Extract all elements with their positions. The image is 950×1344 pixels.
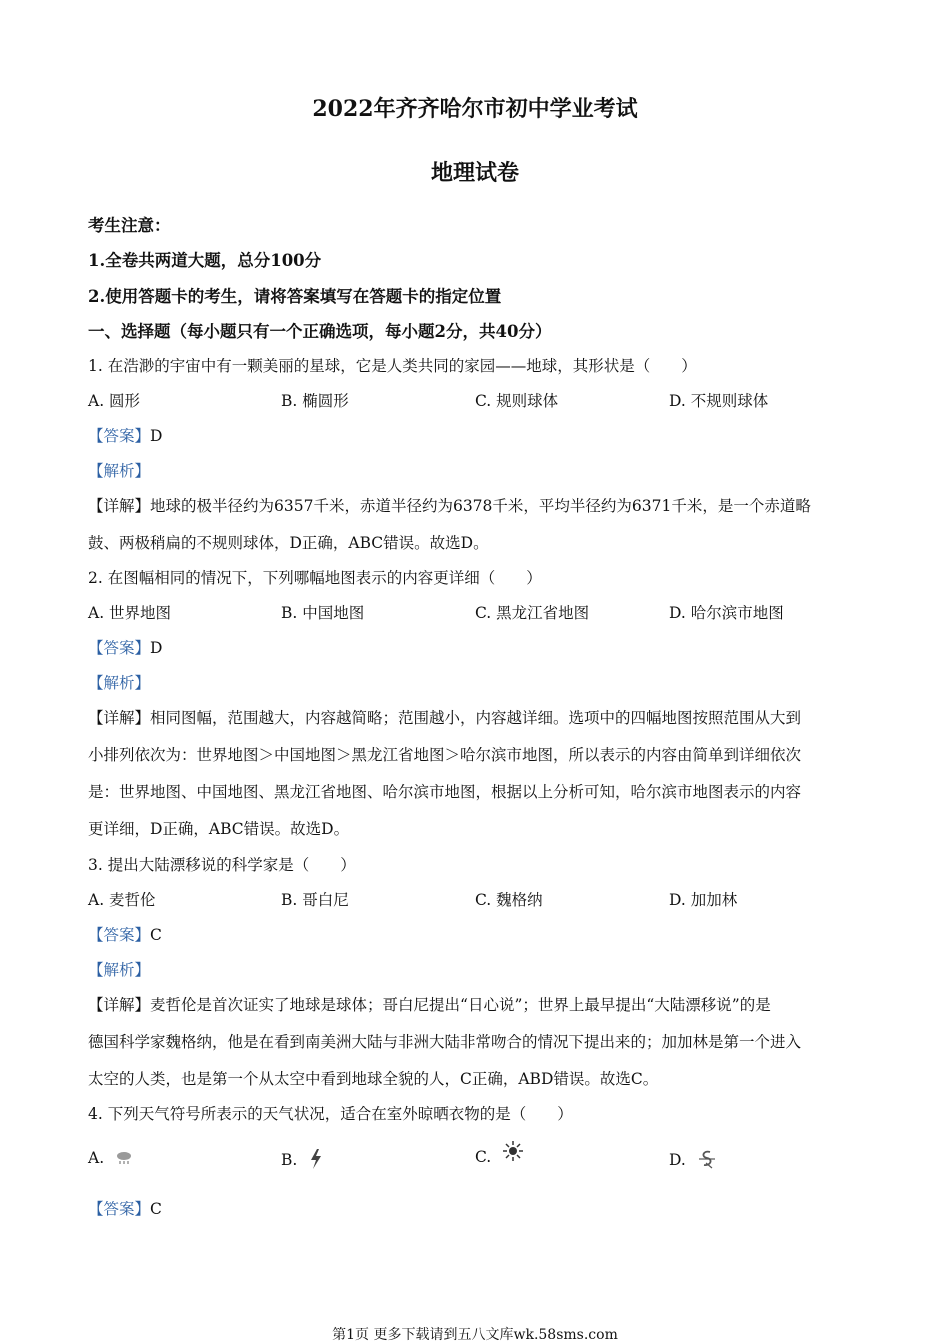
q2-detail-line-1: [88, 706, 801, 728]
q1-detail-line-1: [88, 494, 811, 516]
answer-value: D: [150, 427, 163, 445]
q2-option-a: A. 世界地图: [88, 604, 172, 622]
notice-item-2: 2.使用答题卡的考生，请将答案填写在答题卡的指定位置: [88, 287, 502, 306]
q3-detail-line-3: 太空的人类，也是第一个从太空中看到地球全貌的人，C正确，ABD错误。故选C。: [88, 1070, 659, 1088]
q3-option-d: D. 加加林: [669, 891, 738, 909]
question-2-stem: 2. 在图幅相同的情况下，下列哪幅地图表示的内容更详细（ ）: [88, 569, 542, 587]
detail-tag: 【详解】: [88, 709, 151, 727]
q3-answer: [88, 923, 162, 945]
option-letter: C.: [475, 1148, 492, 1166]
q1-analysis-tag: 【解析】: [88, 462, 151, 480]
q1-option-c: C. 规则球体: [475, 392, 559, 410]
q2-option-d: D. 哈尔滨市地图: [669, 604, 784, 622]
q3-option-a: A. 麦哲伦: [88, 891, 156, 909]
notice-item-1: 1.全卷共两道大题，总分100分: [88, 251, 322, 270]
answer-tag: 【答案】: [88, 1200, 151, 1218]
answer-tag: 【答案】: [88, 639, 151, 657]
option-letter: A.: [88, 1149, 105, 1167]
q3-analysis-tag: 【解析】: [88, 961, 151, 979]
q2-detail-line-2: 小排列依次为：世界地图＞中国地图＞黑龙江省地图＞哈尔滨市地图，所以表示的内容由简单到详细依次: [88, 746, 802, 764]
answer-value: D: [150, 639, 163, 657]
answer-value: C: [150, 1200, 162, 1218]
detail-tag: 【详解】: [88, 996, 151, 1014]
answer-tag: 【答案】: [88, 926, 151, 944]
page-footer: 第1页 更多下载请到五八文库wk.58sms.com: [332, 1327, 618, 1343]
detail-text: 地球的极半径约为6357千米，赤道半径约为6378千米，平均半径约为6371千米，是一个赤道略: [150, 497, 811, 515]
q1-option-d: D. 不规则球体: [669, 392, 769, 410]
q2-detail-line-4: 更详细，D正确，ABC错误。故选D。: [88, 820, 350, 838]
q3-detail-line-1: [88, 993, 771, 1015]
sandstorm-icon: [697, 1148, 717, 1174]
option-letter: D.: [669, 1151, 686, 1169]
section-heading: 一、选择题（每小题只有一个正确选项，每小题2分，共40分）: [88, 322, 552, 341]
q2-option-c: C. 黑龙江省地图: [475, 604, 590, 622]
q4-option-a: [88, 1148, 133, 1170]
q4-option-d: [669, 1148, 717, 1174]
sunny-icon: [502, 1140, 524, 1166]
q2-answer: [88, 636, 162, 658]
question-1-stem: 1. 在浩渺的宇宙中有一颗美丽的星球，它是人类共同的家园——地球，其形状是（ ）: [88, 357, 697, 375]
option-letter: B.: [281, 1151, 298, 1169]
q2-analysis-tag: 【解析】: [88, 674, 151, 692]
answer-tag: 【答案】: [88, 427, 151, 445]
q3-option-c: C. 魏格纳: [475, 891, 543, 909]
lightning-icon: [308, 1148, 324, 1174]
answer-value: C: [150, 926, 162, 944]
q4-answer: [88, 1197, 162, 1219]
q1-option-a: A. 圆形: [88, 392, 141, 410]
detail-tag: 【详解】: [88, 497, 151, 515]
q2-option-b: B. 中国地图: [281, 604, 365, 622]
exam-title: 2022年齐齐哈尔市初中学业考试: [312, 96, 638, 122]
exam-subtitle: 地理试卷: [430, 160, 519, 186]
q4-option-b: [281, 1148, 324, 1174]
q1-answer: [88, 424, 162, 446]
question-3-stem: 3. 提出大陆漂移说的科学家是（ ）: [88, 856, 356, 874]
q3-option-b: B. 哥白尼: [281, 891, 349, 909]
q2-detail-line-3: 是：世界地图、中国地图、黑龙江省地图、哈尔滨市地图，根据以上分析可知，哈尔滨市地图表示的内容: [88, 783, 802, 801]
q1-option-b: B. 椭圆形: [281, 392, 349, 410]
rain-snow-icon: [115, 1148, 133, 1170]
q3-detail-line-2: 德国科学家魏格纳，他是在看到南美洲大陆与非洲大陆非常吻合的情况下提出来的；加加林是第一个进入: [88, 1033, 802, 1051]
notice-heading: 考生注意：: [88, 216, 171, 235]
q4-option-c: [475, 1148, 524, 1166]
detail-text: 麦哲伦是首次证实了地球是球体；哥白尼提出“日心说”；世界上最早提出“大陆漂移说”的是: [150, 996, 771, 1014]
question-4-stem: 4. 下列天气符号所表示的天气状况，适合在室外晾晒衣物的是（ ）: [88, 1105, 573, 1123]
detail-text: 相同图幅，范围越大，内容越简略；范围越小，内容越详细。选项中的四幅地图按照范围从大到: [150, 709, 802, 727]
q1-detail-line-2: 鼓、两极稍扁的不规则球体，D正确，ABC错误。故选D。: [88, 534, 489, 552]
